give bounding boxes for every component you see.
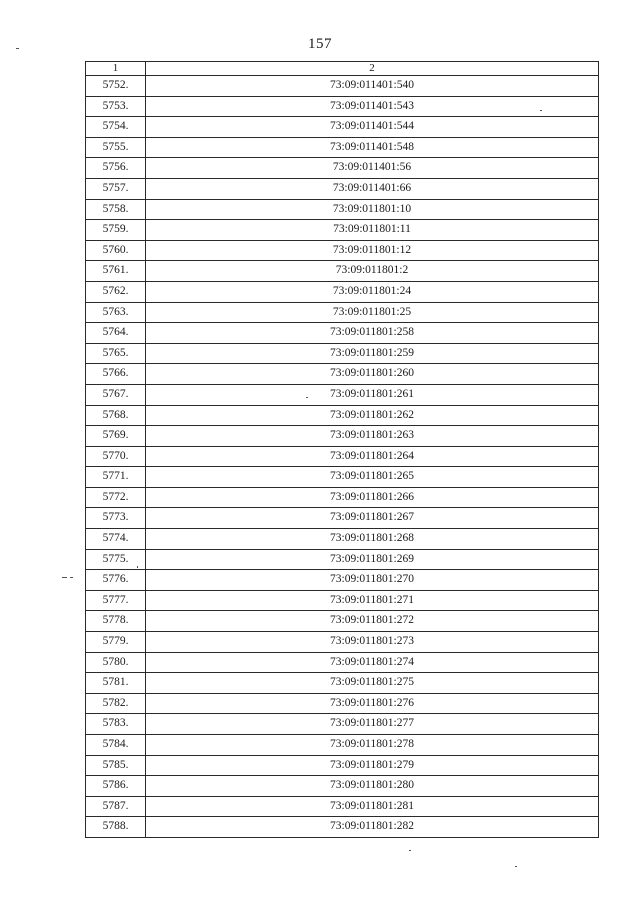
cadastral-number-cell: 73:09:011401:544 bbox=[146, 117, 599, 138]
table-row bbox=[86, 137, 599, 158]
row-number-cell: 5783. bbox=[86, 714, 146, 735]
row-number-cell: 5756. bbox=[86, 158, 146, 179]
table-row bbox=[86, 508, 599, 529]
cadastral-number-cell: 73:09:011801:263 bbox=[146, 426, 599, 447]
table-body bbox=[86, 76, 599, 838]
cadastral-number-cell: 73:09:011801:272 bbox=[146, 611, 599, 632]
cadastral-number-cell: 73:09:011801:10 bbox=[146, 199, 599, 220]
cadastral-number-cell: 73:09:011801:264 bbox=[146, 446, 599, 467]
table-row bbox=[86, 384, 599, 405]
row-number-cell: 5769. bbox=[86, 426, 146, 447]
cadastral-number-cell: 73:09:011801:25 bbox=[146, 302, 599, 323]
table-row bbox=[86, 261, 599, 282]
page-number: 157 bbox=[308, 36, 332, 52]
cadastral-number-cell: 73:09:011801:281 bbox=[146, 796, 599, 817]
row-number-cell: 5766. bbox=[86, 364, 146, 385]
table-row bbox=[86, 714, 599, 735]
row-number-cell: 5782. bbox=[86, 693, 146, 714]
scan-speck bbox=[62, 577, 67, 578]
row-number-cell: 5784. bbox=[86, 735, 146, 756]
table-row bbox=[86, 323, 599, 344]
row-number-cell: 5755. bbox=[86, 137, 146, 158]
table-row bbox=[86, 776, 599, 797]
cadastral-number-cell: 73:09:011801:280 bbox=[146, 776, 599, 797]
row-number-cell: 5788. bbox=[86, 817, 146, 838]
row-number-cell: 5758. bbox=[86, 199, 146, 220]
cadastral-number-cell: 73:09:011801:274 bbox=[146, 652, 599, 673]
row-number-cell: 5760. bbox=[86, 240, 146, 261]
cadastral-number-cell: 73:09:011801:267 bbox=[146, 508, 599, 529]
table-row bbox=[86, 611, 599, 632]
cadastral-table bbox=[85, 61, 599, 838]
row-number-cell: 5765. bbox=[86, 343, 146, 364]
table-row bbox=[86, 590, 599, 611]
column-header-number: 1 bbox=[86, 62, 146, 76]
table-row bbox=[86, 281, 599, 302]
row-number-cell: 5781. bbox=[86, 673, 146, 694]
scan-speck bbox=[515, 866, 517, 867]
table-row bbox=[86, 426, 599, 447]
table-header-row bbox=[86, 62, 599, 76]
row-number-cell: 5775. bbox=[86, 549, 146, 570]
cadastral-number-cell: 73:09:011801:273 bbox=[146, 632, 599, 653]
cadastral-number-cell: 73:09:011801:271 bbox=[146, 590, 599, 611]
table-row bbox=[86, 364, 599, 385]
cadastral-number-cell: 73:09:011801:24 bbox=[146, 281, 599, 302]
row-number-cell: 5770. bbox=[86, 446, 146, 467]
row-number-cell: 5764. bbox=[86, 323, 146, 344]
cadastral-number-cell: 73:09:011401:548 bbox=[146, 137, 599, 158]
scan-speck bbox=[540, 110, 542, 111]
row-number-cell: 5759. bbox=[86, 220, 146, 241]
cadastral-number-cell: 73:09:011801:270 bbox=[146, 570, 599, 591]
table-row bbox=[86, 96, 599, 117]
table-row bbox=[86, 735, 599, 756]
row-number-cell: 5778. bbox=[86, 611, 146, 632]
table-row bbox=[86, 76, 599, 97]
row-number-cell: 5762. bbox=[86, 281, 146, 302]
cadastral-number-cell: 73:09:011801:282 bbox=[146, 817, 599, 838]
cadastral-number-cell: 73:09:011401:540 bbox=[146, 76, 599, 97]
table-row bbox=[86, 467, 599, 488]
row-number-cell: 5752. bbox=[86, 76, 146, 97]
row-number-cell: 5763. bbox=[86, 302, 146, 323]
scan-speck bbox=[16, 48, 19, 49]
scan-speck bbox=[306, 397, 308, 398]
table-row bbox=[86, 487, 599, 508]
column-header-cadastral-code: 2 bbox=[146, 62, 599, 76]
row-number-cell: 5786. bbox=[86, 776, 146, 797]
cadastral-number-cell: 73:09:011801:262 bbox=[146, 405, 599, 426]
scan-speck bbox=[137, 566, 138, 568]
cadastral-number-cell: 73:09:011801:12 bbox=[146, 240, 599, 261]
table-row bbox=[86, 199, 599, 220]
table-row bbox=[86, 178, 599, 199]
table-row bbox=[86, 446, 599, 467]
row-number-cell: 5787. bbox=[86, 796, 146, 817]
cadastral-number-cell: 73:09:011801:258 bbox=[146, 323, 599, 344]
table-row bbox=[86, 405, 599, 426]
cadastral-number-cell: 73:09:011801:279 bbox=[146, 755, 599, 776]
row-number-cell: 5767. bbox=[86, 384, 146, 405]
table-row bbox=[86, 755, 599, 776]
row-number-cell: 5753. bbox=[86, 96, 146, 117]
cadastral-number-cell: 73:09:011801:260 bbox=[146, 364, 599, 385]
row-number-cell: 5757. bbox=[86, 178, 146, 199]
table-row bbox=[86, 529, 599, 550]
row-number-cell: 5785. bbox=[86, 755, 146, 776]
cadastral-number-cell: 73:09:011801:269 bbox=[146, 549, 599, 570]
cadastral-number-cell: 73:09:011401:66 bbox=[146, 178, 599, 199]
cadastral-number-cell: 73:09:011801:266 bbox=[146, 487, 599, 508]
table-row bbox=[86, 549, 599, 570]
table-row bbox=[86, 817, 599, 838]
table-row bbox=[86, 302, 599, 323]
row-number-cell: 5772. bbox=[86, 487, 146, 508]
cadastral-number-cell: 73:09:011801:11 bbox=[146, 220, 599, 241]
cadastral-number-cell: 73:09:011801:261 bbox=[146, 384, 599, 405]
row-number-cell: 5780. bbox=[86, 652, 146, 673]
row-number-cell: 5774. bbox=[86, 529, 146, 550]
cadastral-number-cell: 73:09:011801:2 bbox=[146, 261, 599, 282]
cadastral-number-cell: 73:09:011801:277 bbox=[146, 714, 599, 735]
row-number-cell: 5776. bbox=[86, 570, 146, 591]
row-number-cell: 5761. bbox=[86, 261, 146, 282]
cadastral-number-cell: 73:09:011801:278 bbox=[146, 735, 599, 756]
scan-speck bbox=[70, 577, 73, 578]
row-number-cell: 5771. bbox=[86, 467, 146, 488]
cadastral-number-cell: 73:09:011801:265 bbox=[146, 467, 599, 488]
row-number-cell: 5768. bbox=[86, 405, 146, 426]
cadastral-number-cell: 73:09:011401:56 bbox=[146, 158, 599, 179]
table-row bbox=[86, 158, 599, 179]
table-row bbox=[86, 693, 599, 714]
table-row bbox=[86, 117, 599, 138]
table-row bbox=[86, 220, 599, 241]
cadastral-number-cell: 73:09:011801:276 bbox=[146, 693, 599, 714]
table-row bbox=[86, 632, 599, 653]
table-row bbox=[86, 796, 599, 817]
row-number-cell: 5754. bbox=[86, 117, 146, 138]
cadastral-number-cell: 73:09:011801:259 bbox=[146, 343, 599, 364]
row-number-cell: 5779. bbox=[86, 632, 146, 653]
row-number-cell: 5777. bbox=[86, 590, 146, 611]
table-row bbox=[86, 673, 599, 694]
table-row bbox=[86, 343, 599, 364]
table-row bbox=[86, 240, 599, 261]
table-row bbox=[86, 570, 599, 591]
table-row bbox=[86, 652, 599, 673]
cadastral-number-cell: 73:09:011801:275 bbox=[146, 673, 599, 694]
scan-speck bbox=[409, 850, 411, 851]
cadastral-number-cell: 73:09:011801:268 bbox=[146, 529, 599, 550]
cadastral-number-cell: 73:09:011401:543 bbox=[146, 96, 599, 117]
row-number-cell: 5773. bbox=[86, 508, 146, 529]
